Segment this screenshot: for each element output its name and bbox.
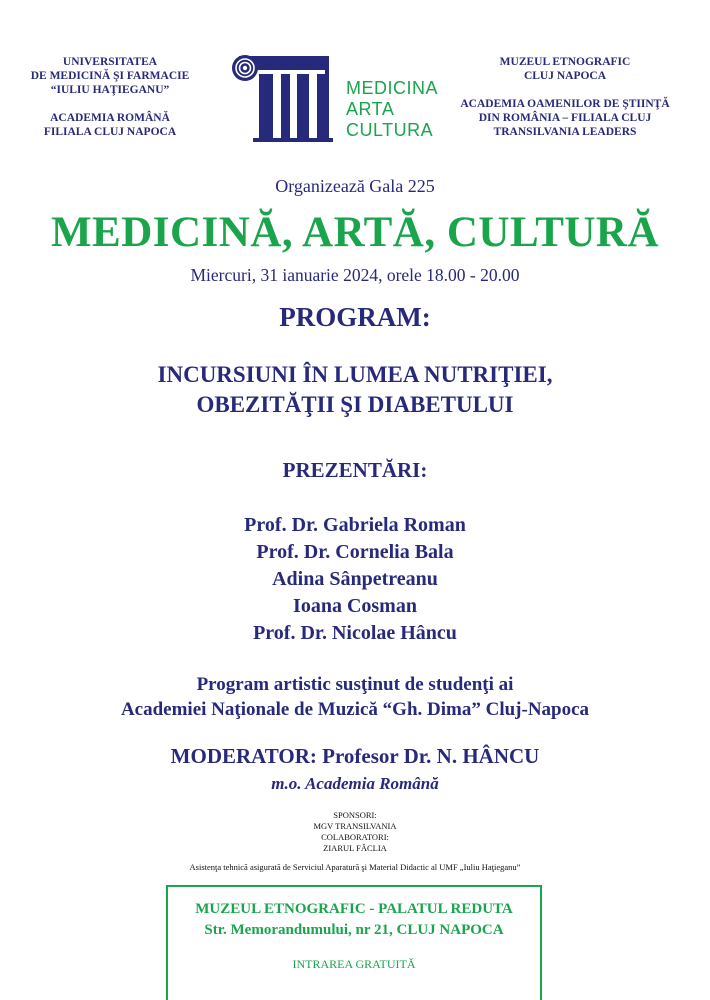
artistic-program [0, 672, 710, 722]
header-right-line: MUZEUL ETNOGRAFIC [499, 56, 631, 68]
venue-box [166, 885, 542, 1000]
entry-note: INTRAREA GRATUITĂ [292, 957, 416, 971]
presenter: Prof. Dr. Nicolae Hâncu [253, 622, 457, 644]
artistic-line: Academiei Naţionale de Muzică “Gh. Dima” Cluj-Napoca [120, 699, 590, 720]
topic-line: OBEZITĂŢII ŞI DIABETULUI [196, 392, 514, 417]
sponsors-block [0, 810, 710, 854]
event-title: MEDICINĂ, ARTĂ, CULTURĂ [50, 209, 660, 256]
presenter: Prof. Dr. Cornelia Bala [256, 541, 454, 563]
header-right-line: CLUJ NAPOCA [523, 70, 607, 82]
logo-line: MEDICINA [346, 78, 439, 98]
sponsor-line: SPONSORI: [333, 810, 377, 820]
header-left-line: ACADEMIA ROMÂNĂ [50, 112, 170, 124]
venue-name: MUZEUL ETNOGRAFIC - PALATUL REDUTA [195, 901, 513, 917]
presenters-list [0, 512, 710, 647]
topic-line: INCURSIUNI ÎN LUMEA NUTRIŢIEI, [157, 362, 553, 387]
sponsor-line: ZIARUL FĂCLIA [323, 843, 387, 853]
header-right-line: ACADEMIA OAMENILOR DE ŞTIINŢĂ [460, 98, 670, 110]
presenter: Prof. Dr. Gabriela Roman [244, 514, 466, 536]
header-right-institutions [440, 55, 690, 139]
logo-wordmark [346, 78, 438, 141]
logo-line: CULTURA [346, 120, 434, 140]
header-left-institutions [0, 55, 220, 139]
header-left-line: DE MEDICINĂ ŞI FARMACIE [30, 70, 190, 82]
presenter: Adina Sânpetreanu [272, 568, 438, 590]
moderator: MODERATOR: Profesor Dr. N. HÂNCU [170, 744, 540, 768]
program-topic [0, 360, 710, 420]
tech-support: Asistenţa tehnică asigurată de Serviciul Aparatură şi Material Didactic al UMF „Iuliu Haţieganu” [189, 862, 521, 872]
header-left-line: UNIVERSITATEA [62, 56, 158, 68]
sponsor-line: COLABORATORI: [321, 832, 389, 842]
presenter: Ioana Cosman [293, 595, 417, 617]
header-right-line: TRANSILVANIA LEADERS [493, 126, 637, 138]
moderator-note: m.o. Academia Română [271, 774, 439, 793]
sponsor-line: MGV TRANSILVANIA [313, 821, 397, 831]
logo-line: ARTA [346, 99, 395, 119]
header-right-line: DIN ROMÂNIA – FILIALA CLUJ [478, 112, 652, 124]
program-heading: PROGRAM: [279, 302, 431, 332]
organizer-line: Organizează Gala 225 [275, 176, 435, 196]
presentations-label: PREZENTĂRI: [282, 458, 428, 482]
event-date: Miercuri, 31 ianuarie 2024, orele 18.00 - 20.00 [190, 265, 520, 285]
venue-address: Str. Memorandumului, nr 21, CLUJ NAPOCA [204, 922, 504, 938]
medicina-arta-cultura-logo [225, 52, 335, 144]
artistic-line: Program artistic susţinut de studenţi ai [196, 674, 514, 695]
header-left-line: FILIALA CLUJ NAPOCA [43, 126, 177, 138]
header-left-line: “IULIU HAŢIEGANU” [50, 84, 170, 96]
